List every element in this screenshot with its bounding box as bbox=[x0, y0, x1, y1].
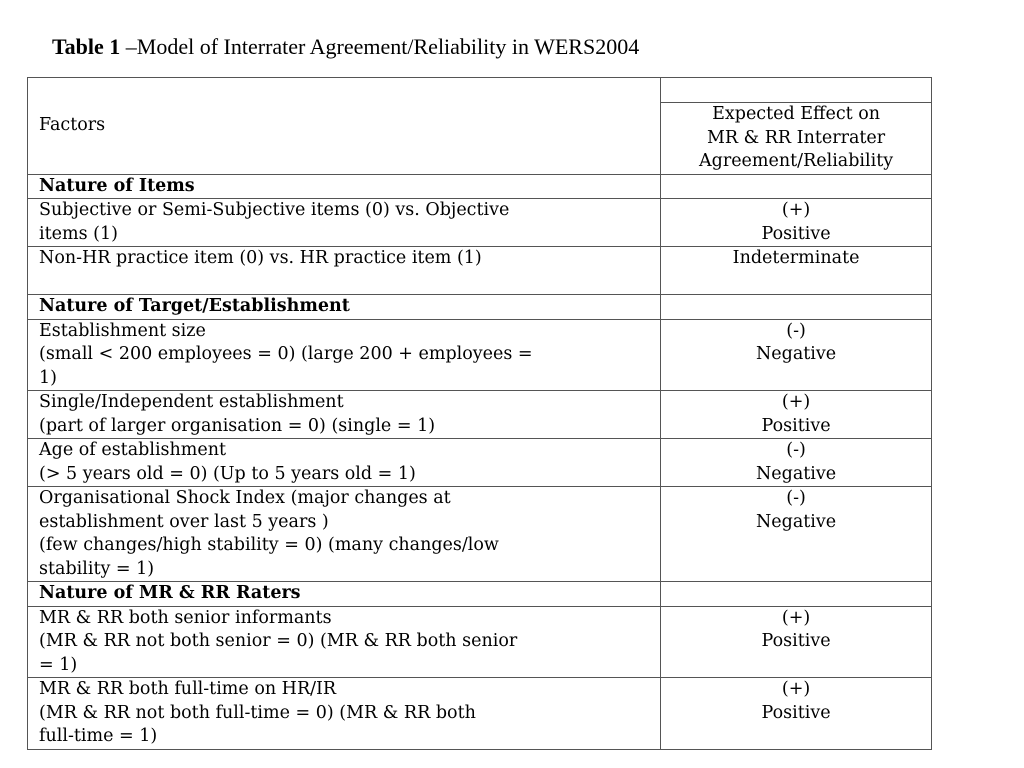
section-row bbox=[28, 295, 932, 320]
section-heading bbox=[28, 582, 661, 607]
factor-line: Nature of Items bbox=[39, 175, 195, 196]
factor-line: full-time = 1) bbox=[39, 726, 158, 746]
expected-effect-line: Positive bbox=[761, 223, 831, 244]
factor-line: (small < 200 employees = 0) (large 200 + employees = bbox=[39, 344, 533, 364]
section-row bbox=[28, 174, 932, 199]
expected-effect-cell bbox=[661, 606, 932, 678]
section-heading bbox=[28, 295, 661, 320]
expected-effect-line: (+) bbox=[781, 679, 811, 699]
factor-line: (MR & RR not both senior = 0) (MR & RR both senior bbox=[39, 631, 518, 651]
interrater-model-table bbox=[27, 77, 932, 750]
factor-line: Age of establishment bbox=[39, 440, 227, 460]
table-row bbox=[28, 606, 932, 678]
effect-header bbox=[661, 103, 931, 174]
table-header-row bbox=[28, 78, 932, 175]
expected-effect-line: (+) bbox=[781, 200, 811, 220]
section-heading bbox=[28, 174, 661, 199]
factor-line: Establishment size bbox=[39, 320, 206, 341]
expected-effect-cell bbox=[661, 678, 932, 750]
factors-header: Factors bbox=[28, 78, 661, 175]
factor-line: MR & RR both full-time on HR/IR bbox=[39, 679, 337, 699]
factor-line: Nature of Target/Establishment bbox=[39, 296, 350, 316]
section-row bbox=[28, 582, 932, 607]
expected-effect-cell bbox=[661, 295, 932, 320]
factor-line: MR & RR both senior informants bbox=[39, 607, 332, 628]
factor-line: = 1) bbox=[39, 654, 78, 675]
expected-effect-line: Negative bbox=[755, 463, 837, 484]
factor-cell bbox=[28, 319, 661, 391]
expected-effect-cell bbox=[661, 199, 932, 247]
expected-effect-cell bbox=[661, 391, 932, 439]
expected-effect-cell bbox=[661, 247, 932, 295]
expected-effect-cell bbox=[661, 582, 932, 607]
factor-line: (part of larger organisation = 0) (single = 1) bbox=[39, 415, 436, 436]
table-row bbox=[28, 439, 932, 487]
factor-line: (> 5 years old = 0) (Up to 5 years old = 1) bbox=[39, 463, 416, 484]
factor-line bbox=[39, 271, 660, 295]
effect-header-line: Agreement/Reliability bbox=[699, 151, 894, 171]
factor-line: 1) bbox=[39, 367, 57, 388]
expected-effect-line: (-) bbox=[786, 488, 806, 508]
expected-effect-line: (-) bbox=[786, 320, 806, 341]
expected-effect-cell bbox=[661, 439, 932, 487]
expected-effect-line: Positive bbox=[761, 631, 831, 651]
table-row bbox=[28, 199, 932, 247]
factor-line: (few changes/high stability = 0) (many changes/low bbox=[39, 535, 499, 555]
table-row bbox=[28, 487, 932, 582]
factor-line: items (1) bbox=[39, 223, 118, 244]
expected-effect-cell bbox=[661, 487, 932, 582]
factor-line: Nature of MR & RR Raters bbox=[39, 583, 301, 603]
factor-line: establishment over last 5 years ) bbox=[39, 511, 329, 532]
table-caption-label: Table 1 bbox=[52, 34, 121, 59]
factor-cell bbox=[28, 247, 661, 295]
factor-cell bbox=[28, 199, 661, 247]
factor-cell bbox=[28, 391, 661, 439]
expected-effect-line: Negative bbox=[755, 511, 837, 532]
factor-cell bbox=[28, 487, 661, 582]
expected-effect-line: (+) bbox=[781, 607, 811, 628]
expected-effect-line: Positive bbox=[761, 702, 831, 723]
expected-effect-line: Positive bbox=[761, 415, 831, 436]
expected-effect-cell bbox=[661, 174, 932, 199]
expected-effect-line: (-) bbox=[786, 440, 806, 460]
expected-effect-line: Negative bbox=[755, 344, 837, 364]
factor-line: (MR & RR not both full-time = 0) (MR & RR both bbox=[39, 702, 476, 723]
effect-header-line: Expected Effect on bbox=[712, 104, 881, 124]
factor-line: Single/Independent establishment bbox=[39, 392, 344, 412]
table-row bbox=[28, 319, 932, 391]
effect-header-cell bbox=[661, 78, 932, 175]
factor-cell bbox=[28, 606, 661, 678]
factor-cell bbox=[28, 439, 661, 487]
factor-line: Organisational Shock Index (major changes at bbox=[39, 488, 451, 508]
factor-line: Subjective or Semi-Subjective items (0) vs. Objective bbox=[39, 200, 510, 220]
table-row bbox=[28, 247, 932, 295]
expected-effect-cell bbox=[661, 319, 932, 391]
factor-line: Non-HR practice item (0) vs. HR practice item (1) bbox=[39, 248, 482, 268]
effect-header-line: MR & RR Interrater bbox=[706, 127, 886, 148]
effect-header-spacer bbox=[661, 78, 931, 103]
table-caption-text: –Model of Interrater Agreement/Reliability in WERS2004 bbox=[120, 34, 640, 59]
table-caption bbox=[52, 34, 639, 60]
factor-cell bbox=[28, 678, 661, 750]
factor-line: stability = 1) bbox=[39, 558, 155, 579]
table-row bbox=[28, 678, 932, 750]
table-row bbox=[28, 391, 932, 439]
expected-effect-line: Indeterminate bbox=[732, 248, 860, 268]
expected-effect-line: (+) bbox=[781, 392, 811, 412]
